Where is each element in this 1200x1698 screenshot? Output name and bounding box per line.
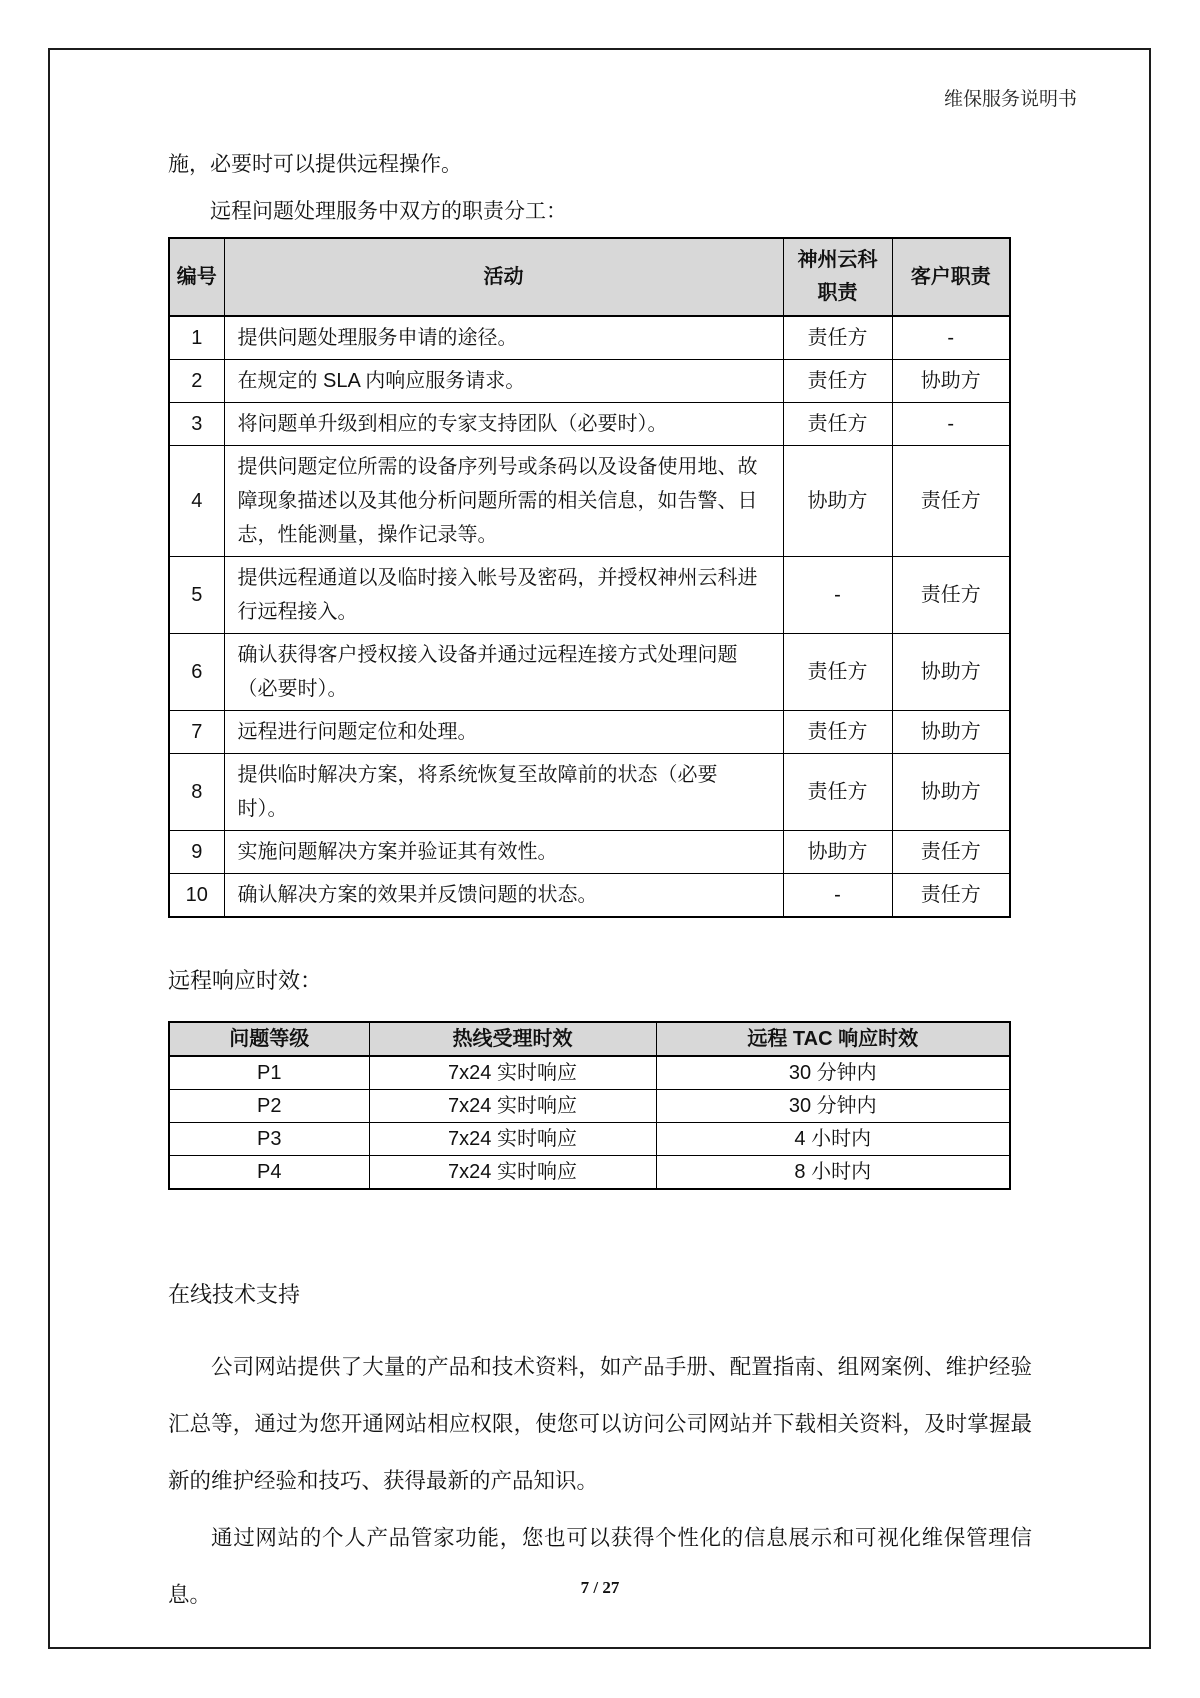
online-support-paragraph-2: 通过网站的个人产品管家功能，您也可以获得个性化的信息展示和可视化维保管理信息。 bbox=[168, 1526, 1032, 1607]
response-time-table-body bbox=[169, 1056, 1010, 1189]
remote-tac-sla-cell: 30 分钟内 bbox=[656, 1090, 1010, 1123]
activity-cell: 将问题单升级到相应的专家支持团队（必要时）。 bbox=[224, 403, 783, 446]
hotline-sla-cell: 7x24 实时响应 bbox=[369, 1156, 656, 1190]
responsibility-table-row bbox=[169, 831, 1010, 874]
activity-cell: 在规定的 SLA 内响应服务请求。 bbox=[224, 360, 783, 403]
responsibility-table-row bbox=[169, 874, 1010, 918]
vendor-role-cell: - bbox=[783, 874, 892, 918]
customer-role-cell: 协助方 bbox=[892, 711, 1010, 754]
customer-role-cell: 协助方 bbox=[892, 634, 1010, 711]
row-number-cell: 6 bbox=[169, 634, 224, 711]
col-header-remote-tac-sla: 远程 TAC 响应时效 bbox=[656, 1022, 1010, 1056]
col-header-vendor-duty-label: 神州云科职责 bbox=[797, 249, 878, 304]
col-header-vendor-duty bbox=[783, 238, 892, 316]
activity-cell: 提供问题定位所需的设备序列号或条码以及设备使用地、故障现象描述以及其他分析问题所需的相关信息，如告警、日志，性能测量，操作记录等。 bbox=[224, 446, 783, 557]
response-time-row bbox=[169, 1123, 1010, 1156]
response-time-row bbox=[169, 1056, 1010, 1090]
page-number: 7 / 27 bbox=[580, 1578, 620, 1597]
col-header-customer-duty: 客户职责 bbox=[892, 238, 1010, 316]
customer-role-cell: 协助方 bbox=[892, 754, 1010, 831]
activity-cell: 远程进行问题定位和处理。 bbox=[224, 711, 783, 754]
col-header-activity: 活动 bbox=[224, 238, 783, 316]
responsibility-table-row bbox=[169, 316, 1010, 360]
vendor-role-cell: 责任方 bbox=[783, 316, 892, 360]
remote-tac-sla-cell: 4 小时内 bbox=[656, 1123, 1010, 1156]
responsibility-table-body bbox=[169, 316, 1010, 917]
customer-role-cell: 责任方 bbox=[892, 446, 1010, 557]
problem-level-cell: P4 bbox=[169, 1156, 369, 1190]
responsibility-table-row bbox=[169, 754, 1010, 831]
activity-cell: 确认获得客户授权接入设备并通过远程连接方式处理问题（必要时）。 bbox=[224, 634, 783, 711]
response-time-row bbox=[169, 1090, 1010, 1123]
hotline-sla-cell: 7x24 实时响应 bbox=[369, 1123, 656, 1156]
activity-cell: 确认解决方案的效果并反馈问题的状态。 bbox=[224, 874, 783, 918]
row-number-cell: 2 bbox=[169, 360, 224, 403]
customer-role-cell: 责任方 bbox=[892, 874, 1010, 918]
activity-cell: 提供临时解决方案，将系统恢复至故障前的状态（必要时）。 bbox=[224, 754, 783, 831]
responsibility-table-row bbox=[169, 403, 1010, 446]
row-number-cell: 7 bbox=[169, 711, 224, 754]
customer-role-cell: - bbox=[892, 316, 1010, 360]
responsibility-table-lead-in: 远程问题处理服务中双方的职责分工： bbox=[210, 200, 567, 223]
responsibility-table-row bbox=[169, 446, 1010, 557]
page-content bbox=[168, 0, 1077, 1624]
problem-level-cell: P3 bbox=[169, 1123, 369, 1156]
customer-role-cell: 责任方 bbox=[892, 557, 1010, 634]
remote-tac-sla-cell: 8 小时内 bbox=[656, 1156, 1010, 1190]
responsibility-table-header-row bbox=[169, 238, 1010, 316]
row-number-cell: 5 bbox=[169, 557, 224, 634]
problem-level-cell: P1 bbox=[169, 1056, 369, 1090]
customer-role-cell: 责任方 bbox=[892, 831, 1010, 874]
responsibility-table-row bbox=[169, 711, 1010, 754]
activity-cell: 实施问题解决方案并验证其有效性。 bbox=[224, 831, 783, 874]
vendor-role-cell: 责任方 bbox=[783, 634, 892, 711]
vendor-role-cell: - bbox=[783, 557, 892, 634]
intro-continuation-line: 施，必要时可以提供远程操作。 bbox=[168, 153, 462, 176]
response-time-table bbox=[168, 1021, 1011, 1190]
responsibility-table bbox=[168, 237, 1011, 918]
hotline-sla-cell: 7x24 实时响应 bbox=[369, 1090, 656, 1123]
response-time-heading: 远程响应时效： bbox=[168, 968, 323, 993]
row-number-cell: 9 bbox=[169, 831, 224, 874]
row-number-cell: 8 bbox=[169, 754, 224, 831]
vendor-role-cell: 协助方 bbox=[783, 446, 892, 557]
customer-role-cell: 协助方 bbox=[892, 360, 1010, 403]
response-time-header-row bbox=[169, 1022, 1010, 1056]
row-number-cell: 10 bbox=[169, 874, 224, 918]
header-doc-title: 维保服务说明书 bbox=[943, 89, 1077, 110]
customer-role-cell: - bbox=[892, 403, 1010, 446]
hotline-sla-cell: 7x24 实时响应 bbox=[369, 1056, 656, 1090]
vendor-role-cell: 责任方 bbox=[783, 754, 892, 831]
responsibility-table-row bbox=[169, 557, 1010, 634]
activity-cell: 提供问题处理服务申请的途径。 bbox=[224, 316, 783, 360]
vendor-role-cell: 责任方 bbox=[783, 360, 892, 403]
online-support-paragraph-1: 公司网站提供了大量的产品和技术资料，如产品手册、配置指南、组网案例、维护经验汇总等，通过为您开通网站相应权限，使您可以访问公司网站并下载相关资料，及时掌握最新的维护经验和技巧、获得最新的产品知识。 bbox=[168, 1355, 1032, 1493]
col-header-hotline-sla: 热线受理时效 bbox=[369, 1022, 656, 1056]
row-number-cell: 1 bbox=[169, 316, 224, 360]
responsibility-table-row bbox=[169, 634, 1010, 711]
response-time-row bbox=[169, 1156, 1010, 1190]
vendor-role-cell: 协助方 bbox=[783, 831, 892, 874]
online-support-heading: 在线技术支持 bbox=[168, 1282, 301, 1307]
col-header-number: 编号 bbox=[169, 238, 224, 316]
responsibility-table-row bbox=[169, 360, 1010, 403]
activity-cell: 提供远程通道以及临时接入帐号及密码，并授权神州云科进行远程接入。 bbox=[224, 557, 783, 634]
vendor-role-cell: 责任方 bbox=[783, 711, 892, 754]
row-number-cell: 3 bbox=[169, 403, 224, 446]
remote-tac-sla-cell: 30 分钟内 bbox=[656, 1056, 1010, 1090]
vendor-role-cell: 责任方 bbox=[783, 403, 892, 446]
col-header-problem-level: 问题等级 bbox=[169, 1022, 369, 1056]
row-number-cell: 4 bbox=[169, 446, 224, 557]
problem-level-cell: P2 bbox=[169, 1090, 369, 1123]
